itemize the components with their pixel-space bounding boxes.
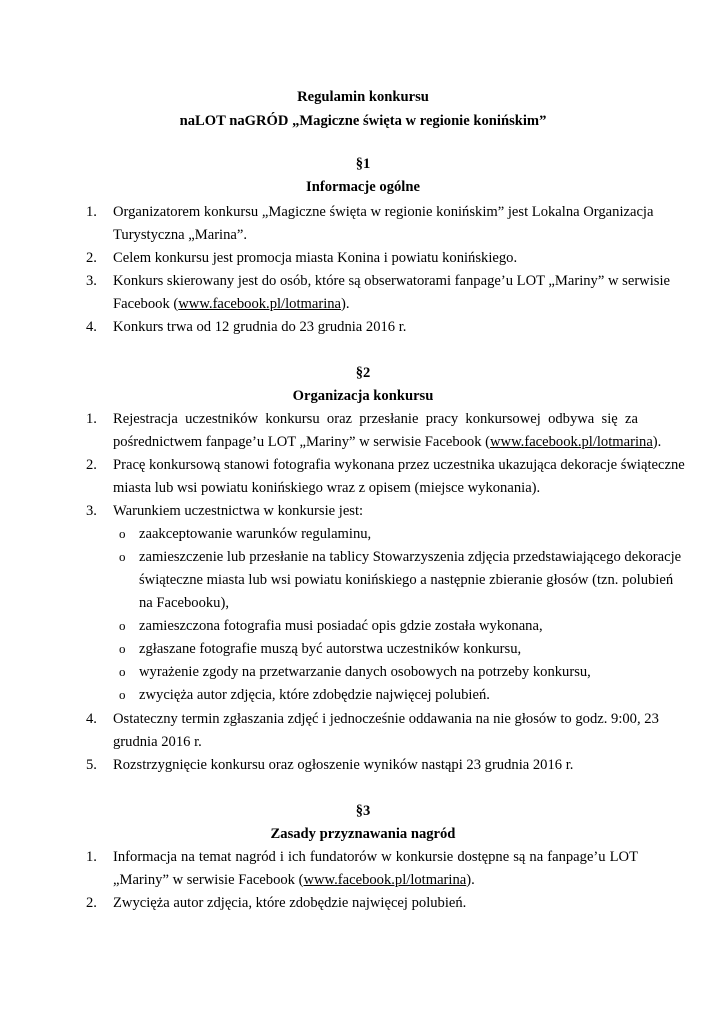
s1-item-4-number: 4.: [86, 319, 97, 335]
facebook-link[interactable]: www.facebook.pl/lotmarina: [303, 872, 467, 888]
section-1-sign: §1: [355, 156, 371, 172]
section-3-sign: §3: [355, 803, 371, 819]
s2-item-2-line-2: miasta lub wsi powiatu konińskiego wraz z opisem (miejsce wykonania).: [113, 480, 541, 496]
s3-item-1-line-1: Informacja na temat nagród i ich fundatorów w konkursie dostępne są na fanpage’u LOT: [113, 849, 638, 865]
s2-bullet-4: zgłaszane fotografie muszą być autorstwa uczestników konkursu,: [139, 641, 522, 657]
s2-item-1-line-1: Rejestracja uczestników konkursu oraz przesłanie pracy konkursowej odbywa się za: [113, 411, 638, 427]
document-title: Regulamin konkursu: [297, 89, 429, 105]
s1-item-3-line-2-post: ).: [341, 296, 350, 312]
bullet-icon: o: [119, 526, 126, 541]
s2-bullet-1: zaakceptowanie warunków regulaminu,: [139, 526, 372, 542]
bullet-icon: o: [119, 641, 126, 656]
s2-item-1-line-2: [113, 433, 661, 451]
s2-item-4-line-1: Ostateczny termin zgłaszania zdjęć i jednocześnie oddawania na nie głosów to godz. 9:00, 23: [113, 711, 659, 727]
s2-item-1-line-2-pre: pośrednictwem fanpage’u LOT „Mariny” w serwisie Facebook (: [113, 434, 491, 450]
s1-item-2-line-1: Celem konkursu jest promocja miasta Konina i powiatu konińskiego.: [113, 250, 518, 266]
s3-item-1-line-2: [113, 871, 475, 889]
s2-item-2-line-1: Pracę konkursową stanowi fotografia wykonana przez uczestnika ukazująca dekoracje świąteczne: [113, 457, 685, 473]
s2-item-2-number: 2.: [86, 457, 97, 473]
facebook-link[interactable]: www.facebook.pl/lotmarina: [178, 296, 342, 312]
section-2-sign: §2: [355, 365, 371, 381]
bullet-icon: o: [119, 664, 126, 679]
s1-item-3-line-2: [113, 295, 350, 313]
s2-item-4-number: 4.: [86, 711, 97, 727]
s2-item-5-number: 5.: [86, 757, 97, 773]
s1-item-3-line-1: Konkurs skierowany jest do osób, które są obserwatorami fanpage’u LOT „Mariny” w serwisie: [113, 273, 670, 289]
section-2-heading: Organizacja konkursu: [292, 388, 434, 404]
section-1-heading: Informacje ogólne: [306, 179, 420, 195]
document-subtitle: naLOT naGRÓD „Magiczne święta w regionie konińskim”: [179, 113, 547, 129]
s3-item-1-line-2-pre: „Mariny” w serwisie Facebook (: [113, 872, 304, 888]
s2-bullet-2-line-3: na Facebooku),: [139, 595, 229, 611]
bullet-icon: o: [119, 687, 126, 702]
s2-item-1-number: 1.: [86, 411, 97, 427]
s2-item-5-line-1: Rozstrzygnięcie konkursu oraz ogłoszenie wyników nastąpi 23 grudnia 2016 r.: [113, 757, 574, 773]
bullet-icon: o: [119, 549, 126, 564]
s3-item-1-line-2-post: ).: [466, 872, 475, 888]
facebook-link[interactable]: www.facebook.pl/lotmarina: [490, 434, 653, 450]
s1-item-3-line-2-pre: Facebook (: [113, 296, 179, 312]
s2-item-3-number: 3.: [86, 503, 97, 519]
s1-item-4-line-1: Konkurs trwa od 12 grudnia do 23 grudnia 2016 r.: [113, 319, 407, 335]
s1-item-1-line-2: Turystyczna „Marina”.: [113, 227, 248, 243]
s2-bullet-2-line-2: świąteczne miasta lub wsi powiatu konińskiego a następnie zbieranie głosów (tzn. polubień: [139, 572, 674, 588]
s2-item-3-line-1: Warunkiem uczestnictwa w konkursie jest:: [113, 503, 364, 519]
s1-item-1-line-1: Organizatorem konkursu „Magiczne święta w regionie konińskim” jest Lokalna Organizacja: [113, 204, 654, 220]
bullet-icon: o: [119, 618, 126, 633]
section-3-heading: Zasady przyznawania nagród: [270, 826, 456, 842]
s2-bullet-3: zamieszczona fotografia musi posiadać opis gdzie została wykonana,: [139, 618, 543, 634]
s3-item-2-number: 2.: [86, 895, 97, 911]
s2-item-4-line-2: grudnia 2016 r.: [113, 734, 202, 750]
s1-item-1-number: 1.: [86, 204, 97, 220]
s1-item-2-number: 2.: [86, 250, 97, 266]
s2-item-1-line-2-post: ).: [652, 434, 662, 450]
s2-bullet-2-line-1: zamieszczenie lub przesłanie na tablicy Stowarzyszenia zdjęcia przedstawiającego dekoracje: [139, 549, 682, 565]
s2-bullet-6: zwycięża autor zdjęcia, które zdobędzie najwięcej polubień.: [139, 687, 490, 703]
s3-item-2-line-1: Zwycięża autor zdjęcia, które zdobędzie najwięcej polubień.: [113, 895, 467, 911]
s2-bullet-5: wyrażenie zgody na przetwarzanie danych osobowych na potrzeby konkursu,: [139, 664, 591, 680]
s3-item-1-number: 1.: [86, 849, 97, 865]
s1-item-3-number: 3.: [86, 273, 97, 289]
